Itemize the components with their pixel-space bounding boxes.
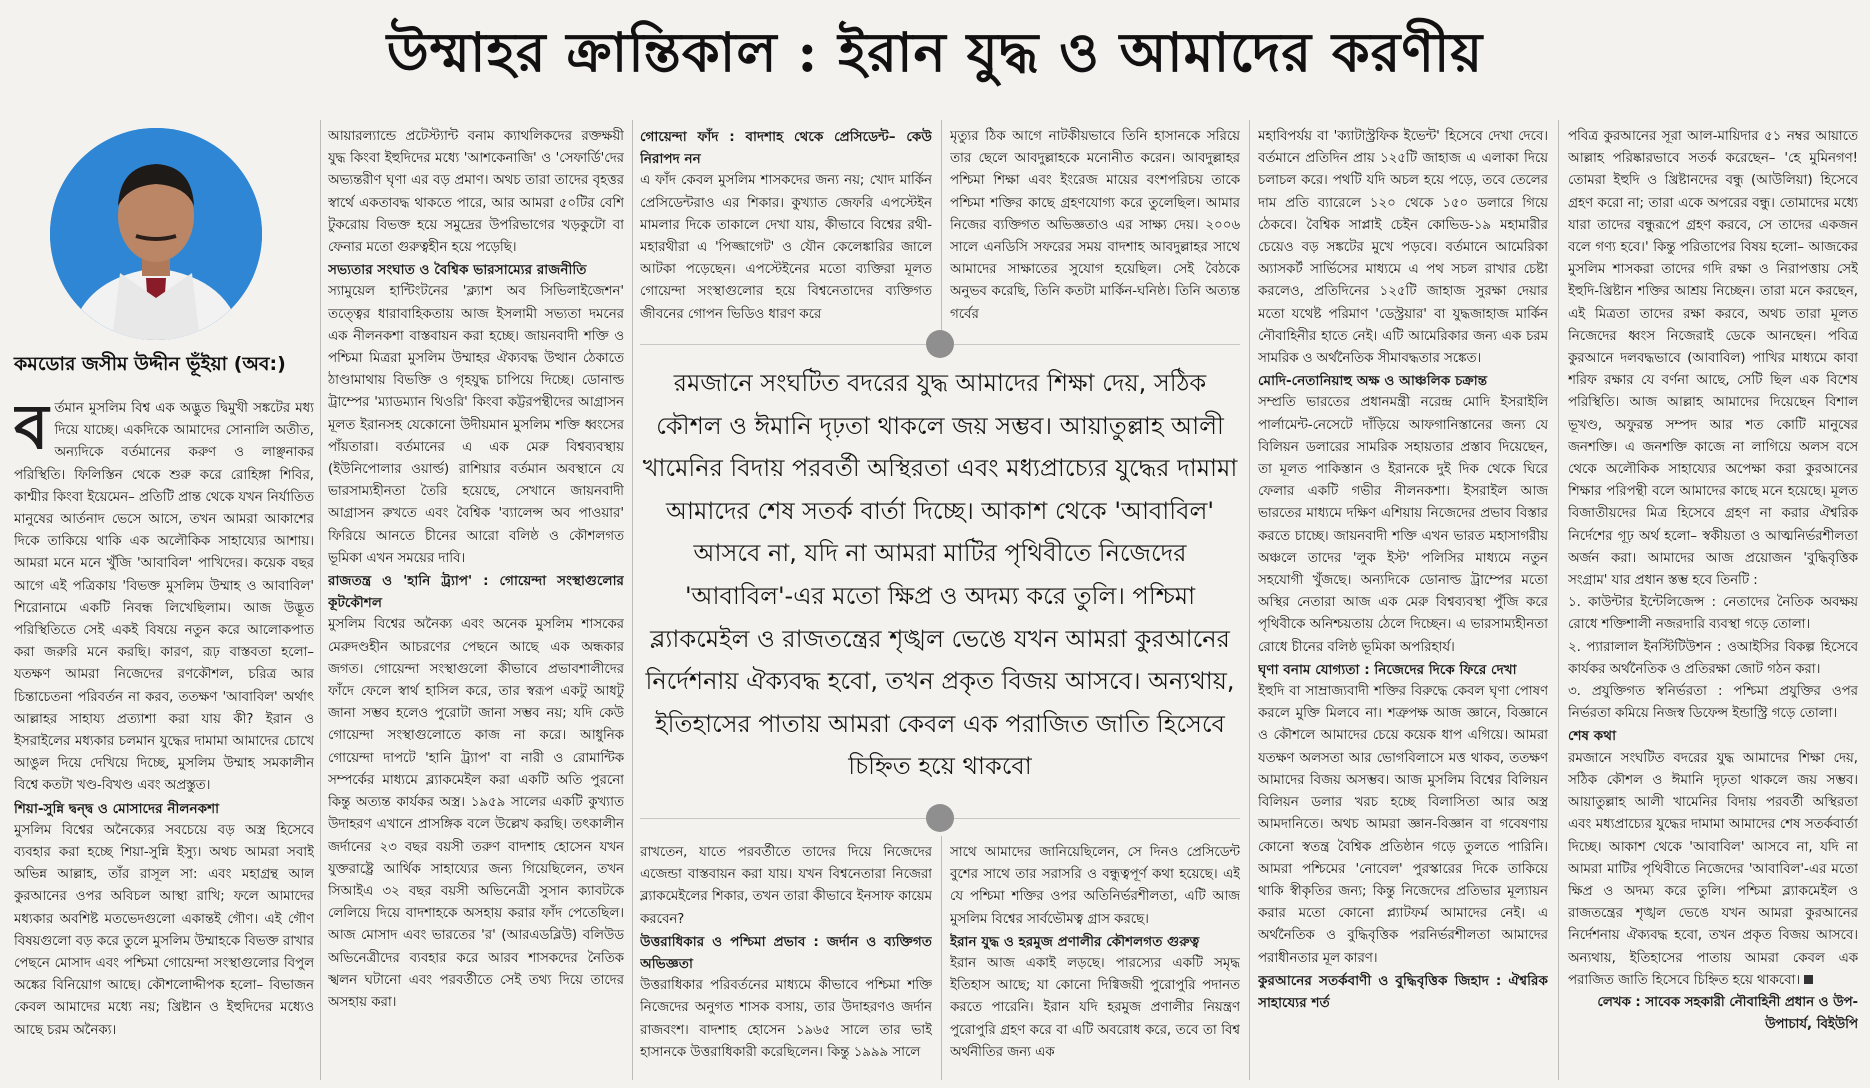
subheading: কুরআনের সতর্কবাণী ও বুদ্ধিবৃত্তিক জিহাদ : ঐশ্বরিক সাহায্যের শর্ত [1258,972,1548,1011]
paragraph: মুসলিম বিশ্বের অনৈক্য এবং অনেক মুসলিম শাসকের মেরুদণ্ডহীন আচরণের পেছনে আছে এক অন্ধকার জগত। গোয়েন্দা সংস্থাগুলো কীভাবে প্রভাবশালীদের ফাঁদে ফেলে স্বার্থ হাসিল করে, তার স্বরূপ একটু আধটু জানা সম্ভব হলেও পুরোটা জানা সম্ভব নয়; যদি কেউ গোয়েন্দা সংস্থাগুলোতে কাজ না করে। আধুনিক গোয়েন্দা দাপটে 'হানি ট্র্যাপ' বা নারী ও রোমান্টিক সম্পর্কের মাধ্যমে ব্ল্যাকমেইল করা একটি অতি পুরনো কিন্তু অত্যন্ত কার্যকর অস্ত্র। ১৯৫৯ সালের একটি কুখ্যাত উদাহরণ এখানে প্রাসঙ্গিক বলে উল্লেখ করছি। তৎকালীন জর্দানের ২৩ বছর বয়সী তরুণ বাদশাহ হোসেন যখন যুক্তরাষ্ট্রে আর্থিক সাহায্যের জন্য গিয়েছিলেন, তখন সিআইএ ৩২ বছর বয়সী অভিনেত্রী সুসান ক্যাবটকে লেলিয়ে দিয়ে বাদশাহকে অসহায় করার ফাঁদ পেতেছিল। আজ মোসাদ এবং ভারতের 'র' (আরএডব্লিউ) বলিউড অভিনেত্রীদের ব্যবহার করে আরব শাসকদের নৈতিক স্খলন ঘটানো এবং পরবর্তীতে সেই তথ্য দিয়ে তাদের অসহায় করা। [328,617,624,1010]
headline: উম্মাহর ক্রান্তিকাল : ইরান যুদ্ধ ও আমাদের করণীয় [386,20,1484,84]
paragraph: মহাবিপর্যয় বা 'ক্যাটাস্ট্রফিক ইভেন্ট' হিসেবে দেখা দেবে। বর্তমানে প্রতিদিন প্রায় ১২৫টি জাহাজ এ এলাকা দিয়ে চলাচল করে। পথটি যদি অচল হয়ে পড়ে, তবে তেলের দাম প্রতি ব্যারেলে ১২০ থেকে ১৫০ ডলারে গিয়ে ঠেকবে। বৈশ্বিক সাপ্লাই চেইন কোভিড-১৯ মহামারীর চেয়েও বড় সঙ্কটের মুখে পড়বে। বর্তমানে আমেরিকা অ্যাসকর্ট সার্ভিসের মাধ্যমে এ পথ সচল রাখার চেষ্টা করলেও, প্রতিদিনের ১২৫টি জাহাজ সুরক্ষা দেয়ার মতো যথেষ্ট পরিমাণ 'ডেস্ট্রয়ার' বা যুদ্ধজাহাজ মার্কিন নৌবাহিনীর হাতে নেই। এটি আমেরিকার জন্য এক চরম সামরিক ও অর্থনৈতিক সীমাবদ্ধতার সঙ্কেত। [1258,129,1548,367]
paragraph: ইরান আজ একাই লড়ছে। পারস্যের একটি সমৃদ্ধ ইতিহাস আছে; যা কোনো দিগ্বিজয়ী পুরোপুরি পদানত করতে পারেনি। ইরান যদি হরমুজ প্রণালীর নিয়ন্ত্রণ পুরোপুরি গ্রহণ করে বা এটি অবরোধ করে, তবে তা বিশ্ব অর্থনীতির জন্য এক [950,956,1240,1060]
subheading: গোয়েন্দা ফাঁদ : বাদশাহ থেকে প্রেসিডেন্ট– কেউ নিরাপদ নন [640,129,932,168]
drop-cap: ব [14,398,49,463]
author-credit: লেখক : সাবেক সহকারী নৌবাহিনী প্রধান ও উপ-উপাচার্য, বিইউপি [1597,994,1858,1033]
column-rule [941,120,942,330]
column-rule [320,120,321,1080]
column-3-bottom [640,842,932,1088]
subheading: মোদি-নেতানিয়াহু অক্ষ ও আঞ্চলিক চক্রান্ত [1258,373,1488,390]
author-byline: কমডোর জসীম উদ্দীন ভূঁইয়া (অব:) [14,353,286,375]
list-item: ১. কাউন্টার ইন্টেলিজেন্স : নেতাদের নৈতিক অবক্ষয় রোধে শক্তিশালী নজরদারি ব্যবস্থা গড়ে তোলা। [1568,595,1858,633]
subheading: উত্তরাধিকার ও পশ্চিমা প্রভাব : জর্দান ও ব্যক্তিগত অভিজ্ঞতা [640,933,932,973]
column-rule [1558,120,1559,1080]
paragraph: পবিত্র কুরআনের সূরা আল-মায়িদার ৫১ নম্বর আয়াতে আল্লাহ পরিষ্কারভাবে সতর্ক করেছেন– 'হে মুমিনগণ! তোমরা ইহুদি ও খ্রিষ্টানদের বন্ধু (আউলিয়া) হিসেবে গ্রহণ করো না; তারা একে অপরের বন্ধু। তোমাদের মধ্যে যারা তাদের বন্ধুরূপে গ্রহণ করবে, সে তাদের একজন বলে গণ্য হবে।' কিন্তু পরিতাপের বিষয় হলো– আজকের মুসলিম শাসকরা তাদের গদি রক্ষা ও নিরাপত্তায় সেই ইহুদি-খ্রিষ্টান শক্তির আশ্রয় নিচ্ছেন। তারা মনে করছেন, এই মিত্রতা তাদের রক্ষা করবে, অথচ তারা মূলত নিজেদের ধ্বংস নিজেরাই ডেকে আনছেন। পবিত্র কুরআনে দলবদ্ধভাবে (আবাবিল) পাখির মাধ্যমে কাবা শরিফ রক্ষার যে বর্ণনা আছে, সেটি ছিল এক বিশেষ পরিস্থিতি। আজ আল্লাহ আমাদের দিয়েছেন বিশাল ভূখণ্ড, অফুরন্ত সম্পদ আর শত কোটি মানুষের জনশক্তি। এ জনশক্তি কাজে না লাগিয়ে অলস বসে থেকে অলৌকিক সাহায্যের অপেক্ষা করা কুরআনের শিক্ষার পরিপন্থী বলে আমাদের কাছে মনে হয়েছে। মূলত বিজাতীয়দের মিত্র হিসেবে গ্রহণ না করার ঐশ্বরিক নির্দেশের গূঢ় অর্থ হলো– স্বকীয়তা ও আত্মনির্ভরশীলতা অর্জন করা। আমাদের আজ প্রয়োজন 'বুদ্ধিবৃত্তিক সংগ্রাম' যার প্রধান স্তম্ভ হবে তিনটি : [1568,129,1858,589]
paragraph: সম্প্রতি ভারতের প্রধানমন্ত্রী নরেন্দ্র মোদি ইসরাইলি পার্লামেন্ট-নেসেটে দাঁড়িয়ে আফগানিস্তানের জন্য যে বিলিয়ন ডলারের সামরিক সহায়তার প্রস্তাব দিয়েছেন, তা মূলত পাকিস্তান ও ইরানকে দুই দিক থেকে ঘিরে ফেলার একটি গভীর নীলনকশা। ইসরাইল আজ ভারতের মাধ্যমে দক্ষিণ এশিয়ায় নিজেদের প্রভাব বিস্তার করতে চাচ্ছে। জায়নবাদী শক্তি এখন ভারত মহাসাগরীয় অঞ্চলে তাদের 'লুক ইস্ট' পলিসির মাধ্যমে নতুন সহযোগী খুঁজছে। অন্যদিকে ডোনাল্ড ট্রাম্পের মতো অস্থির নেতারা আজ এক মেরু বিশ্বব্যবস্থা পুঁজি করে পৃথিবীকে অনিশ্চয়তায় ঠেলে দিচ্ছেন। এ ভারসাম্যহীনতা রোধে চীনের বলিষ্ঠ ভূমিকা অপরিহার্য। [1258,395,1548,655]
column-4-top [950,126,1240,332]
column-2 [328,126,624,1088]
subheading: শিয়া-সুন্নি দ্বন্দ্ব ও মোসাদের নীলনকশা [14,800,220,817]
paragraph: মৃত্যুর ঠিক আগে নাটকীয়ভাবে তিনি হাসানকে সরিয়ে তার ছেলে আবদুল্লাহকে মনোনীত করেন। আবদুল্লাহর পশ্চিমা শিক্ষা এবং ইংরেজ মায়ের বংশপরিচয় তাকে পশ্চিমা শক্তির কাছে গ্রহণযোগ্য করে তুলেছিল। আমার নিজের ব্যক্তিগত অভিজ্ঞতাও এর সাক্ষ্য দেয়। ২০০৬ সালে এনডিসি সফরের সময় বাদশাহ আবদুল্লাহর সাথে আমাদের সাক্ষাতের সুযোগ হয়েছিল। সেই বৈঠকে অনুভব করেছি, তিনি কতটা মার্কিন-ঘনিষ্ঠ। তিনি অত্যন্ত গর্বের [950,129,1240,322]
list-item: ৩. প্রযুক্তিগত স্বনির্ভরতা : পশ্চিমা প্রযুক্তির ওপর নির্ভরতা কমিয়ে নিজস্ব ডিফেন্স ইন্ডাস্ট্রি গড়ে তোলা। [1568,684,1858,722]
subheading: শেষ কথা [1568,728,1617,745]
subheading: সভ্যতার সংঘাত ও বৈশ্বিক ভারসাম্যের রাজনীতি [328,262,587,279]
subheading: ঘৃণা বনাম যোগ্যতা : নিজেদের দিকে ফিরে দেখা [1258,661,1517,678]
column-5 [1258,126,1548,1088]
column-rule [941,836,942,1080]
separator-dot [926,330,954,358]
subheading: ইরান যুদ্ধ ও হরমুজ প্রণালীর কৌশলগত গুরুত্ব [950,933,1200,950]
column-rule [632,120,633,1080]
separator-dot [926,804,954,832]
column-4-bottom [950,842,1240,1088]
paragraph: মুসলিম বিশ্বের অনৈক্যের সবচেয়ে বড় অস্ত্র হিসেবে ব্যবহার করা হচ্ছে শিয়া-সুন্নি ইস্যু। অথচ আমরা সবাই অভিন্ন আল্লাহ, তাঁর রাসূল সা: এবং মহাগ্রন্থ আল কুরআনের ওপর অবিচল আস্থা রাখি; ফলে আমাদের মধ্যকার অবশিষ্ট মতভেদগুলো একান্তই গৌণ। এই গৌণ বিষয়গুলো বড় করে তুলে মুসলিম উম্মাহকে বিভক্ত রাখার পেছনে মোসাদ এবং পশ্চিমা গোয়েন্দা সংস্থাগুলোর বিপুল অঙ্কের বিনিয়োগ আছে। কৌশলোদ্দীপক হলো– বিভাজন কেবল আমাদের মধ্যে নয়; খ্রিষ্টান ও ইহুদিদের মধ্যেও আছে চরম অনৈক্য। [14,822,314,1038]
list-item: ২. প্যারালাল ইনস্টিটিউশন : ওআইসির বিকল্প হিসেবে কার্যকর অর্থনৈতিক ও প্রতিরক্ষা জোট গঠন করা। [1568,639,1858,677]
paragraph: ইহুদি বা সাম্রাজ্যবাদী শক্তির বিরুদ্ধে কেবল ঘৃণা পোষণ করলে মুক্তি মিলবে না। শত্রুপক্ষ আজ জ্ঞানে, বিজ্ঞানে ও কৌশলে আমাদের চেয়ে কয়েক ধাপ এগিয়ে। আমরা যতক্ষণ অলসতা আর ভোগবিলাসে মত্ত থাকব, ততক্ষণ আমাদের বিজয় অসম্ভব। আজ মুসলিম বিশ্বের বিলিয়ন বিলিয়ন ডলার খরচ হচ্ছে বিলাসিতা আর অস্ত্র আমদানিতে। অথচ আমরা জ্ঞান-বিজ্ঞান বা গবেষণায় কোনো স্বতন্ত্র বৈশ্বিক প্রতিষ্ঠান গড়ে তুলতে পারিনি। আমরা পশ্চিমের 'নোবেল' পুরস্কারের দিকে তাকিয়ে থাকি স্বীকৃতির জন্য; কিন্তু নিজেদের প্রতিভার মূল্যায়ন করার মতো কোনো প্ল্যাটফর্ম আমাদের নেই। এ অর্থনৈতিক ও বুদ্ধিবৃত্তিক পরনির্ভরশীলতা আমাদের পরাধীনতার মূল কারণ। [1258,684,1548,966]
paragraph: এ ফাঁদ কেবল মুসলিম শাসকদের জন্য নয়; খোদ মার্কিন প্রেসিডেন্টরাও এর শিকার। কুখ্যাত জেফরি এপস্টেইন মামলার দিকে তাকালে দেখা যায়, কীভাবে বিশ্বের রথী-মহারথীরা এ 'পিজ্জাগেট' ও যৌন কেলেঙ্কারির জালে আটকা পড়েছেন। এপস্টেইনের মতো ব্যক্তিরা মূলত গোয়েন্দা সংস্থাগুলোর হয়ে বিশ্বনেতাদের ব্যক্তিগত জীবনের গোপন ভিডিও ধারণ করে [640,173,932,322]
paragraph: আয়ারল্যান্ডে প্রটেস্ট্যান্ট বনাম ক্যাথলিকদের রক্তক্ষয়ী যুদ্ধ কিংবা ইহুদিদের মধ্যে 'আশকেনাজি' ও 'সেফার্ডি'দের অভ্যন্তরীণ ঘৃণা এর বড় প্রমাণ। অথচ তারা তাদের বৃহত্তর স্বার্থে একতাবদ্ধ থাকতে পারে, আর আমরা ৫০টির বেশি টুকরোয় বিভক্ত হয়ে সমুদ্রের উপরিভাগের খড়কুটো বা ফেনার মতো গুরুত্বহীন হয়ে পড়েছি। [328,129,624,256]
column-1 [14,398,314,1088]
intro-paragraph: র্তমান মুসলিম বিশ্ব এক অদ্ভুত দ্বিমুখী সঙ্কটের মধ্য দিয়ে যাচ্ছে। একদিকে আমাদের সোনালি অতীত, অন্যদিকে বর্তমানের করুণ ও লাঞ্ছনাকর পরিস্থিতি। ফিলিস্তিন থেকে শুরু করে রোহিঙ্গা শিবির, কাশ্মীর কিংবা ইয়েমেন– প্রতিটি প্রান্ত থেকে যখন নির্যাতিত মানুষের আর্তনাদ ভেসে আসে, তখন আমরা আকাশের দিকে তাকিয়ে থাকি এক অলৌকিক সাহায্যের আশায়। আমরা মনে মনে খুঁজি 'আবাবিল' পাখিদের। কয়েক বছর আগে এই পত্রিকায় 'বিভক্ত মুসলিম উম্মাহ ও আবাবিল' শিরোনামে একটি নিবন্ধ লিখেছিলাম। আজ উদ্ভূত পরিস্থিতিতে সেই একই বিষয়ে নতুন করে আলোকপাত করা জরুরি মনে করছি। কারণ, রূঢ় বাস্তবতা হলো– যতক্ষণ আমরা নিজেদের রণকৌশল, চরিত্র আর চিন্তাচেতনা পরিবর্তন না করব, ততক্ষণ 'আবাবিল' অর্থাৎ আল্লাহর সাহায্য প্রত্যাশা করা যায় কী? ইরান ও ইসরাইলের মধ্যকার চলমান যুদ্ধের দামামা আমাদের চোখে আঙুল দিয়ে দেখিয়ে দিচ্ছে, মুসলিম উম্মাহ সমকালীন বিশ্বে কতটা খণ্ড-বিখণ্ড এবং অপ্রস্তুত। [14,401,314,794]
pull-quote: রমজানে সংঘটিত বদরের যুদ্ধ আমাদের শিক্ষা দেয়, সঠিক কৌশল ও ঈমানি দৃঢ়তা থাকলে জয় সম্ভব। আয়াতুল্লাহ আলী খামেনির বিদায় পরবর্তী অস্থিরতা এবং মধ্যপ্রাচ্যের যুদ্ধের দামামা আমাদের শেষ সতর্ক বার্তা দিচ্ছে। আকাশ থেকে 'আবাবিল' আসবে না, যদি না আমরা মাটির পৃথিবীতে নিজেদের 'আবাবিল'-এর মতো ক্ষিপ্র ও অদম্য করে তুলি। পশ্চিমা ব্ল্যাকমেইল ও রাজতন্ত্রের শৃঙ্খল ভেঙে যখন আমরা কুরআনের নির্দেশনায় ঐক্যবদ্ধ হবো, তখন প্রকৃত বিজয় আসবে। অন্যথায়, ইতিহাসের পাতায় আমরা কেবল এক পরাজিত জাতি হিসেবে চিহ্নিত হয়ে থাকবো [642,369,1238,781]
paragraph: রাখতেন, যাতে পরবর্তীতে তাদের দিয়ে নিজেদের এজেন্ডা বাস্তবায়ন করা যায়। যখন বিশ্বনেতারা নিজেরা ব্ল্যাকমেইলের শিকার, তখন তারা কীভাবে ইনসাফ কায়েম করবেন? [640,845,932,927]
paragraph: রমজানে সংঘটিত বদরের যুদ্ধ আমাদের শিক্ষা দেয়, সঠিক কৌশল ও ঈমানি দৃঢ়তা থাকলে জয় সম্ভব। আয়াতুল্লাহ আলী খামেনির বিদায় পরবর্তী অস্থিরতা এবং মধ্যপ্রাচ্যের যুদ্ধের দামামা আমাদের শেষ সতর্কবার্তা দিচ্ছে। আকাশ থেকে 'আবাবিল' আসবে না, যদি না আমরা মাটির পৃথিবীতে নিজেদের 'আবাবিল'-এর মতো ক্ষিপ্র ও অদম্য করে তুলি। পশ্চিমা ব্ল্যাকমেইল ও রাজতন্ত্রের শৃঙ্খল ভেঙে যখন আমরা কুরআনের নির্দেশনায় ঐক্যবদ্ধ হবো, তখন প্রকৃত বিজয় আসবে। অন্যথায়, ইতিহাসের পাতায় আমরা কেবল এক পরাজিত জাতি হিসেবে চিহ্নিত হয়ে থাকবো। [1568,750,1858,988]
paragraph: স্যামুয়েল হান্টিংটনের 'ক্ল্যাশ অব সিভিলাইজেশন' তত্ত্বের ধারাবাহিকতায় আজ ইসলামী সভ্যতা দমনের এক নীলনকশা বাস্তবায়ন করা হচ্ছে। জায়নবাদী শক্তি ও পশ্চিমা মিত্ররা মুসলিম উম্মাহর ঐক্যবদ্ধ উত্থান ঠেকাতে ঠাণ্ডামাথায় বিভক্তি ও গৃহযুদ্ধ চাপিয়ে দিচ্ছে। ডোনাল্ড ট্রাম্পের 'ম্যাডম্যান থিওরি' কিংবা কট্টরপন্থীদের আগ্রাসন মূলত ইরানসহ যেকোনো উদীয়মান মুসলিম শক্তি ধ্বংসের পাঁয়তারা। বর্তমানের এ এক মেরু বিশ্বব্যবস্থায় (ইউনিপোলার ওয়ার্ল্ড) রাশিয়ার বর্তমান অবস্থানে যে ভারসাম্যহীনতা তৈরি হয়েছে, সেখানে জায়নবাদী আগ্রাসন রুখতে এবং বৈশ্বিক 'ব্যালেন্স অব পাওয়ার' ফিরিয়ে আনতে চীনের আরো বলিষ্ঠ ও কৌশলগত ভূমিকা এখন সময়ের দাবি। [328,284,624,566]
column-6 [1568,126,1858,1088]
author-photo [50,128,262,340]
subheading: রাজতন্ত্র ও 'হানি ট্র্যাপ' : গোয়েন্দা সংস্থাগুলোর কূটকৌশল [328,573,624,612]
paragraph: উত্তরাধিকার পরিবর্তনের মাধ্যমে কীভাবে পশ্চিমা শক্তি নিজেদের অনুগত শাসক বসায়, তার উদাহরণও জর্দান রাজবংশ। বাদশাহ হোসেন ১৯৬৫ সালে তার ভাই হাসানকে উত্তরাধিকারী করেছিলেন। কিন্তু ১৯৯৯ সালে [640,978,932,1060]
end-mark-icon [1804,975,1813,984]
column-rule [1249,120,1250,1080]
column-3-top [640,126,932,332]
paragraph: সাথে আমাদের জানিয়েছিলেন, সে দিনও প্রেসিডেন্ট বুশের সাথে তার সরাসরি ও বন্ধুত্বপূর্ণ কথা হয়েছে। এই যে পশ্চিমা শক্তির ওপর অতিনির্ভরশীলতা, এটি আজ মুসলিম বিশ্বের সার্বভৌমত্ব গ্রাস করছে। [950,845,1240,927]
